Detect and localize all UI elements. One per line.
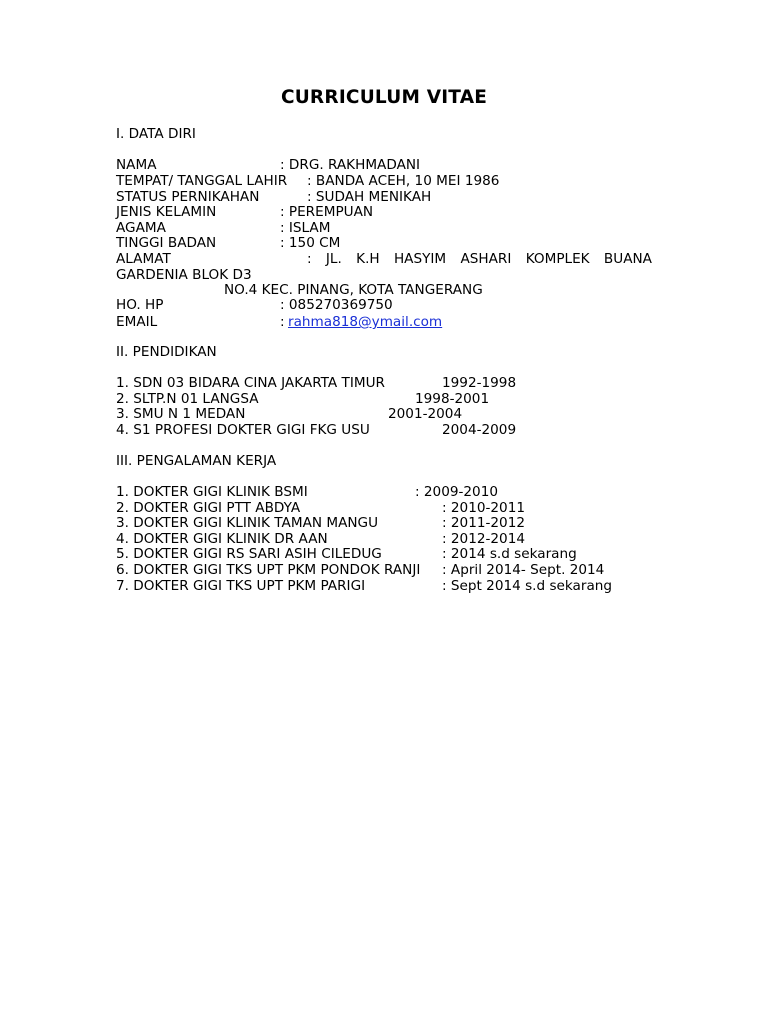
work-item: 7. DOKTER GIGI TKS UPT PKM PARIGI [116, 578, 366, 594]
section-heading-data-diri: I. DATA DIRI [116, 126, 196, 142]
label-hp: HO. HP [116, 297, 164, 313]
work-period: : 2011-2012 [442, 515, 525, 531]
work-item: 5. DOKTER GIGI RS SARI ASIH CILEDUG [116, 546, 382, 562]
value-nama: : DRG. RAKHMADANI [280, 157, 421, 173]
alamat-word: HASYIM [393, 251, 447, 267]
work-item: 4. DOKTER GIGI KLINIK DR AAN [116, 531, 328, 547]
label-email: EMAIL [116, 314, 158, 330]
alamat-word: K.H [356, 251, 380, 267]
work-item: 1. DOKTER GIGI KLINIK BSMI [116, 484, 308, 500]
alamat-word: : [307, 251, 312, 267]
education-item: 4. S1 PROFESI DOKTER GIGI FKG USU [116, 422, 370, 438]
work-item: 3. DOKTER GIGI KLINIK TAMAN MANGU [116, 515, 379, 531]
education-years: 1998-2001 [415, 391, 490, 407]
value-tinggi-badan: : 150 CM [280, 235, 341, 251]
work-period: : Sept 2014 s.d sekarang [442, 578, 613, 594]
value-jenis-kelamin: : PEREMPUAN [280, 204, 374, 220]
document-title: CURRICULUM VITAE [280, 87, 488, 108]
value-status-pernikahan: : SUDAH MENIKAH [307, 189, 432, 205]
alamat-word: JL. [325, 251, 342, 267]
section-heading-pendidikan: II. PENDIDIKAN [116, 344, 217, 360]
education-years: 2004-2009 [442, 422, 517, 438]
label-status-pernikahan: STATUS PERNIKAHAN [116, 189, 260, 205]
alamat-word: KOMPLEK [525, 251, 590, 267]
work-period: : 2010-2011 [442, 500, 525, 516]
email-link[interactable]: rahma818@ymail.com [288, 314, 443, 330]
value-alamat-line2: GARDENIA BLOK D3 [116, 267, 252, 283]
label-tempat-tanggal-lahir: TEMPAT/ TANGGAL LAHIR [116, 173, 288, 189]
work-period: : April 2014- Sept. 2014 [442, 562, 605, 578]
email-colon: : [280, 314, 285, 330]
education-item: 2. SLTP.N 01 LANGSA [116, 391, 259, 407]
value-alamat-line3: NO.4 KEC. PINANG, KOTA TANGERANG [224, 282, 483, 298]
section-heading-pengalaman-kerja: III. PENGALAMAN KERJA [116, 453, 277, 469]
label-nama: NAMA [116, 157, 157, 173]
work-item: 6. DOKTER GIGI TKS UPT PKM PONDOK RANJI [116, 562, 421, 578]
work-period: : 2009-2010 [415, 484, 498, 500]
alamat-word: BUANA [603, 251, 652, 267]
label-agama: AGAMA [116, 220, 166, 236]
value-hp: : 085270369750 [280, 297, 393, 313]
work-period: : 2014 s.d sekarang [442, 546, 577, 562]
value-agama: : ISLAM [280, 220, 331, 236]
label-tinggi-badan: TINGGI BADAN [116, 235, 217, 251]
label-alamat: ALAMAT [116, 251, 171, 267]
value-tempat-tanggal-lahir: : BANDA ACEH, 10 MEI 1986 [307, 173, 500, 189]
education-item: 3. SMU N 1 MEDAN [116, 406, 246, 422]
alamat-word: ASHARI [460, 251, 512, 267]
education-item: 1. SDN 03 BIDARA CINA JAKARTA TIMUR [116, 375, 385, 391]
work-period: : 2012-2014 [442, 531, 525, 547]
work-item: 2. DOKTER GIGI PTT ABDYA [116, 500, 301, 516]
value-alamat-line1 [307, 251, 652, 267]
label-jenis-kelamin: JENIS KELAMIN [116, 204, 217, 220]
education-years: 1992-1998 [442, 375, 517, 391]
education-years: 2001-2004 [388, 406, 463, 422]
